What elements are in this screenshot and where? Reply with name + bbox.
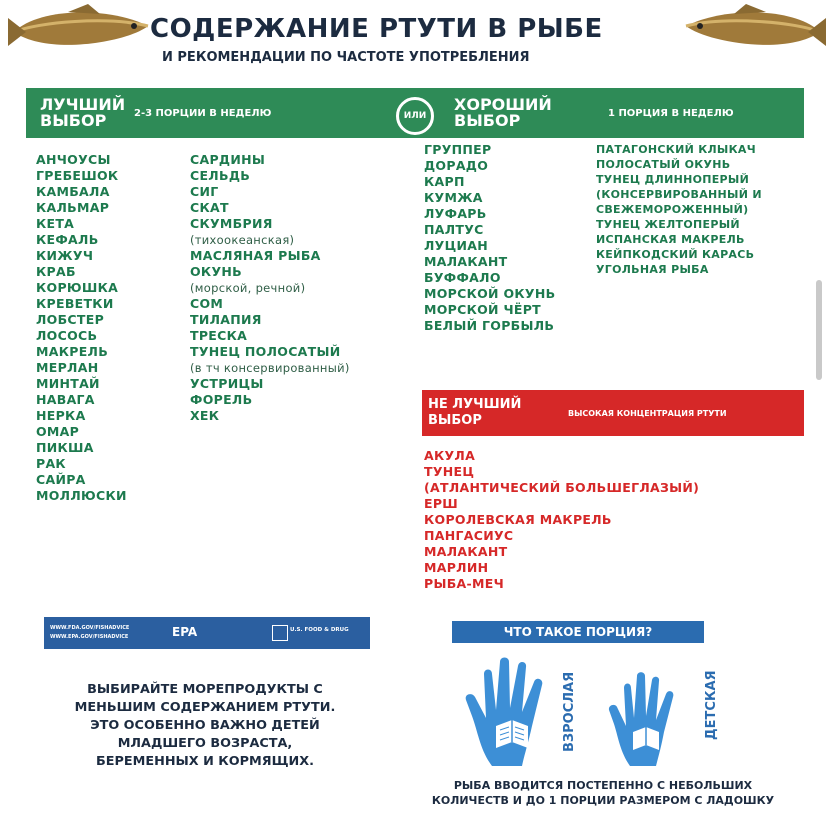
good-label-line1: ХОРОШИЙ	[454, 95, 552, 114]
good-choice-band	[422, 88, 804, 138]
list-item: САЙРА	[36, 472, 86, 487]
list-item: СВЕЖЕМОРОЖЕННЫЙ)	[596, 203, 749, 216]
list-item: СКАТ	[190, 200, 229, 215]
list-item: ДОРАДО	[424, 158, 489, 173]
child-hand-icon	[606, 668, 686, 770]
good-list-col2	[596, 142, 762, 277]
or-badge: ИЛИ	[396, 97, 434, 135]
best-list-col1	[36, 152, 127, 504]
list-item: МОРСКОЙ ОКУНЬ	[424, 286, 556, 301]
advice-line: ЭТО ОСОБЕННО ВАЖНО ДЕТЕЙ	[90, 718, 320, 733]
list-item: (КОНСЕРВИРОВАННЫЙ И	[596, 188, 762, 201]
list-item: ПАНГАСИУС	[424, 528, 514, 543]
best-label-line2: ВЫБОР	[40, 111, 107, 130]
list-item: ИСПАНСКАЯ МАКРЕЛЬ	[596, 233, 745, 246]
list-item: РЫБА-МЕЧ	[424, 576, 504, 591]
fda-logo-text: U.S. FOOD & DRUG	[290, 627, 349, 633]
list-item: ТУНЕЦ ПОЛОСАТЫЙ	[190, 344, 341, 359]
list-item: КЕЙПКОДСКИЙ КАРАСЬ	[596, 248, 755, 261]
list-item: УГОЛЬНАЯ РЫБА	[596, 263, 709, 276]
fish-icon-left	[8, 2, 158, 58]
list-item: ФОРЕЛЬ	[190, 392, 253, 407]
list-item: ТРЕСКА	[190, 328, 248, 343]
list-item: КОРОЛЕВСКАЯ МАКРЕЛЬ	[424, 512, 612, 527]
advice-line: ВЫБИРАЙТЕ МОРЕПРОДУКТЫ С	[87, 682, 323, 697]
list-item: ЛУЦИАН	[424, 238, 489, 253]
list-item: СЕЛЬДЬ	[190, 168, 251, 183]
list-item: (АТЛАНТИЧЕСКИЙ БОЛЬШЕГЛАЗЫЙ)	[424, 480, 700, 495]
list-item: ЛУФАРЬ	[424, 206, 487, 221]
list-item: ГРЕБЕШОК	[36, 168, 119, 183]
list-item: СКУМБРИЯ	[190, 216, 273, 231]
list-item: КАМБАЛА	[36, 184, 110, 199]
best-list-col2	[190, 152, 350, 424]
list-note: (тихоокеанская)	[190, 233, 295, 247]
logos-strip	[44, 617, 370, 649]
list-item: МАСЛЯНАЯ РЫБА	[190, 248, 321, 263]
page-title: СОДЕРЖАНИЕ РТУТИ В РЫБЕ	[150, 14, 603, 44]
list-item: ОМАР	[36, 424, 80, 439]
list-note: (в тч консервированный)	[190, 361, 350, 375]
list-item: КЕТА	[36, 216, 75, 231]
list-item: КЕФАЛЬ	[36, 232, 99, 247]
list-item: ЕРШ	[424, 496, 459, 511]
adult-hand-icon	[462, 652, 562, 770]
list-item: УСТРИЦЫ	[190, 376, 264, 391]
advice-line: МЛАДШЕГО ВОЗРАСТА,	[117, 736, 293, 751]
list-item: ТУНЕЦ ЖЕЛТОПЕРЫЙ	[596, 218, 740, 231]
list-item: КИЖУЧ	[36, 248, 94, 263]
list-item: АНЧОУСЫ	[36, 152, 111, 167]
worst-label-line2: ВЫБОР	[428, 413, 482, 428]
footnote-line: РЫБА ВВОДИТСЯ ПОСТЕПЕННО С НЕБОЛЬШИХ	[453, 779, 753, 792]
advice-text	[30, 681, 380, 771]
advice-line: МЕНЬШИМ СОДЕРЖАНИЕМ РТУТИ.	[74, 700, 336, 715]
fda-logo	[272, 625, 288, 641]
good-label-line2: ВЫБОР	[454, 111, 521, 130]
list-item: ТУНЕЦ ДЛИННОПЕРЫЙ	[596, 173, 750, 186]
footnote-line: КОЛИЧЕСТВ И ДО 1 ПОРЦИИ РАЗМЕРОМ С ЛАДОШКУ	[431, 794, 775, 807]
list-item: МЕРЛАН	[36, 360, 99, 375]
good-frequency: 1 ПОРЦИЯ В НЕДЕЛЮ	[608, 108, 734, 119]
list-item: ЛОБСТЕР	[36, 312, 105, 327]
page-subtitle: И РЕКОМЕНДАЦИИ ПО ЧАСТОТЕ УПОТРЕБЛЕНИЯ	[162, 50, 530, 65]
list-item: ПИКША	[36, 440, 94, 455]
list-item: БЕЛЫЙ ГОРБЫЛЬ	[424, 318, 555, 333]
list-item: КАЛЬМАР	[36, 200, 110, 215]
adult-portion-label: ВЗРОСЛАЯ	[562, 671, 577, 752]
list-item: КРАБ	[36, 264, 76, 279]
list-item: КОРЮШКА	[36, 280, 119, 295]
fish-icon-right	[676, 2, 826, 58]
list-item: МАЛАКАНТ	[424, 254, 508, 269]
list-item: АКУЛА	[424, 448, 476, 463]
list-item: ПАТАГОНСКИЙ КЛЫКАЧ	[596, 143, 756, 156]
scrollbar[interactable]	[816, 280, 822, 380]
best-choice-band	[26, 88, 422, 138]
list-item: ГРУППЕР	[424, 142, 492, 157]
portion-title: ЧТО ТАКОЕ ПОРЦИЯ?	[452, 621, 704, 643]
list-item: МАРЛИН	[424, 560, 489, 575]
epa-logo-text: EPA	[172, 625, 198, 639]
list-item: РАК	[36, 456, 66, 471]
advice-line: БЕРЕМЕННЫХ И КОРМЯЩИХ.	[96, 754, 314, 769]
best-label-line1: ЛУЧШИЙ	[40, 95, 126, 114]
list-note: (морской, речной)	[190, 281, 306, 295]
good-list-col1	[424, 142, 555, 334]
list-item: НАВАГА	[36, 392, 95, 407]
list-item: МАЛАКАНТ	[424, 544, 508, 559]
list-item: МИНТАЙ	[36, 376, 100, 391]
list-item: СИГ	[190, 184, 219, 199]
list-item: НЕРКА	[36, 408, 86, 423]
list-item: КУМЖА	[424, 190, 483, 205]
list-item: СОМ	[190, 296, 224, 311]
list-item: ПОЛОСАТЫЙ ОКУНЬ	[596, 158, 731, 171]
worst-choice-band	[422, 390, 804, 436]
list-item: МАКРЕЛЬ	[36, 344, 109, 359]
list-item: КРЕВЕТКИ	[36, 296, 114, 311]
worst-note: ВЫСОКАЯ КОНЦЕНТРАЦИЯ РТУТИ	[568, 409, 727, 418]
list-item: ТИЛАПИЯ	[190, 312, 262, 327]
footnote	[398, 778, 808, 808]
best-frequency: 2-3 ПОРЦИИ В НЕДЕЛЮ	[134, 108, 272, 119]
worst-list	[424, 448, 699, 592]
list-item: КАРП	[424, 174, 465, 189]
list-item: МОРСКОЙ ЧЁРТ	[424, 302, 541, 317]
epa-logo	[172, 625, 197, 639]
child-portion-label: ДЕТСКАЯ	[704, 670, 719, 740]
list-item: БУФФАЛО	[424, 270, 501, 285]
list-item: ПАЛТУС	[424, 222, 484, 237]
list-item: ТУНЕЦ	[424, 464, 475, 479]
list-item: ЛОСОСЬ	[36, 328, 98, 343]
fda-url: WWW.FDA.GOV/FISHADVICE	[50, 625, 130, 631]
worst-label-line1: НЕ ЛУЧШИЙ	[428, 397, 522, 412]
list-item: МОЛЛЮСКИ	[36, 488, 127, 503]
list-item: ХЕК	[190, 408, 220, 423]
epa-url: WWW.EPA.GOV/FISHADVICE	[50, 634, 129, 640]
list-item: ОКУНЬ	[190, 264, 242, 279]
list-item: САРДИНЫ	[190, 152, 266, 167]
